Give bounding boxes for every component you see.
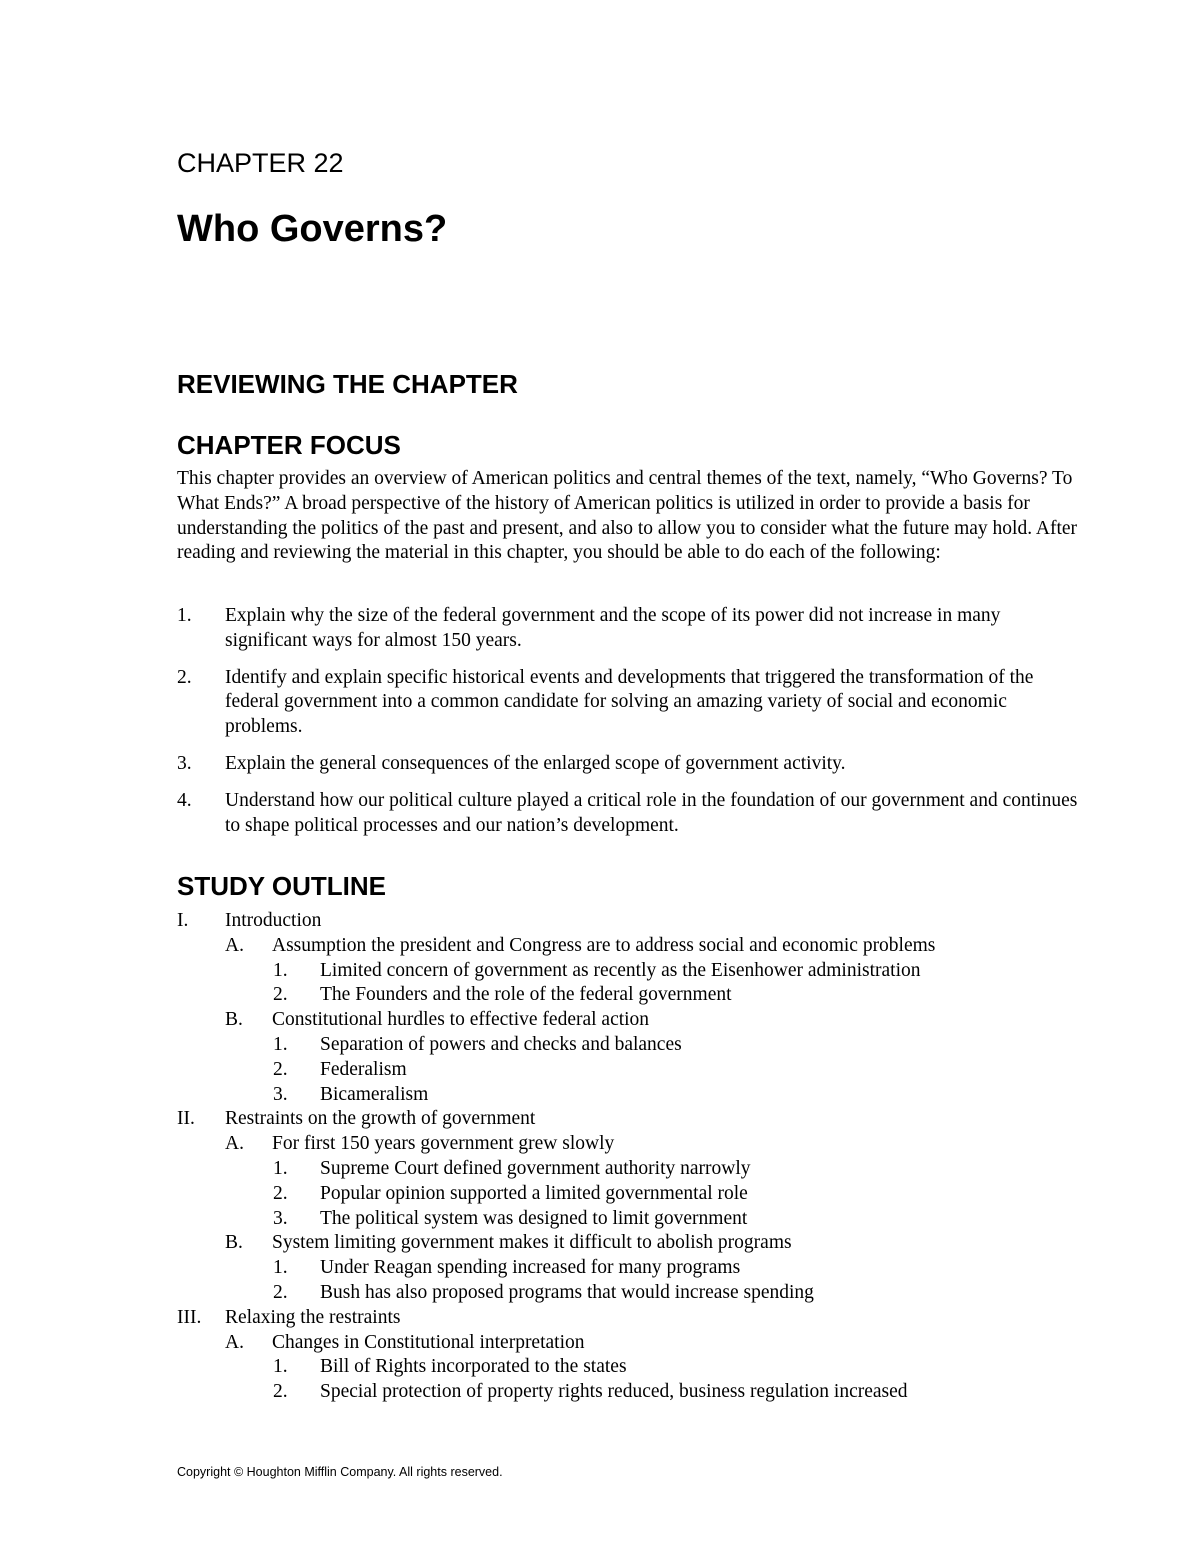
study-outline [177,909,1077,1405]
outline-item [177,1207,1077,1232]
objective-number: 3. [177,752,192,774]
outline-text: Restraints on the growth of government [225,1108,536,1130]
outline-item [177,909,1077,934]
outline-text: Introduction [225,910,322,931]
learning-objectives-list [177,604,1082,850]
objective-text: Explain why the size of the federal government and the scope of its power did not increase in many significant ways for almost 150 years. [225,605,1001,651]
outline-marker: 2. [273,1182,288,1204]
outline-item [177,934,1077,959]
outline-item [177,959,1077,984]
chapter-label: CHAPTER 22 [177,148,344,178]
outline-item [177,1107,1077,1132]
outline-marker: 3. [273,1083,288,1105]
objective-number: 1. [177,605,192,626]
objective-text: Identify and explain specific historical events and developments that triggered the transformation of the federal government into a common candidate for solving an amazing variety of social and economic problems. [225,666,1034,738]
section-heading-chapter-focus: CHAPTER FOCUS [177,430,401,460]
outline-text: System limiting government makes it difficult to abolish programs [272,1232,792,1254]
objective-number: 2. [177,666,192,688]
copyright-footer: Copyright © Houghton Mifflin Company. All rights reserved. [177,1465,503,1479]
objective-item [177,789,1082,839]
outline-text: Bicameralism [320,1083,429,1105]
outline-item [177,1083,1077,1108]
outline-text: For first 150 years government grew slowly [272,1133,615,1155]
outline-marker: 2. [273,1058,288,1080]
outline-marker: II. [177,1108,195,1130]
outline-marker: 3. [273,1207,288,1229]
objective-text: Understand how our political culture played a critical role in the foundation of our government and continues to shape political processes and our nation’s development. [225,789,1078,836]
outline-marker: 1. [273,959,288,981]
objective-item [177,666,1082,740]
outline-marker: A. [225,934,244,956]
outline-text: Separation of powers and checks and balances [320,1033,682,1055]
outline-marker: 1. [273,1157,288,1179]
outline-text: Popular opinion supported a limited governmental role [320,1182,748,1204]
outline-marker: A. [225,1331,244,1353]
objective-number: 4. [177,789,192,811]
outline-marker: A. [225,1133,244,1155]
chapter-focus-paragraph: This chapter provides an overview of American politics and central themes of the text, namely, “Who Governs? To What Ends?” A broad perspective of the history of American politics is utilized in order to provide a basis for understanding the politics of the past and present, and also to allow you to consider what the future may hold. After reading and reviewing the material in this chapter, you should be able to do each of the following: [177,468,1078,564]
outline-item [177,1306,1077,1331]
objective-item [177,752,1082,777]
objective-text: Explain the general consequences of the enlarged scope of government activity. [225,752,846,774]
section-heading-study-outline: STUDY OUTLINE [177,871,386,901]
outline-item [177,1182,1077,1207]
chapter-title: Who Governs? [177,208,448,250]
outline-text: The political system was designed to limit government [320,1207,748,1229]
outline-text: Assumption the president and Congress are to address social and economic problems [272,934,936,956]
outline-marker: 2. [273,984,288,1006]
outline-text: Bill of Rights incorporated to the states [320,1356,627,1378]
outline-item [177,1132,1077,1157]
outline-marker: I. [177,910,189,931]
outline-marker: 1. [273,1033,288,1055]
outline-marker: B. [225,1009,243,1031]
outline-item [177,1058,1077,1083]
outline-text: Limited concern of government as recently as the Eisenhower administration [320,959,921,981]
outline-item [177,1281,1077,1306]
outline-text: Supreme Court defined government authority narrowly [320,1157,751,1179]
objective-item [177,604,1082,654]
outline-text: Special protection of property rights reduced, business regulation increased [320,1381,908,1403]
outline-item [177,1033,1077,1058]
outline-text: Changes in Constitutional interpretation [272,1331,585,1353]
outline-text: Federalism [320,1058,407,1080]
outline-marker: 1. [273,1356,288,1378]
outline-item [177,1331,1077,1356]
outline-marker: III. [177,1306,202,1328]
section-heading-reviewing: REVIEWING THE CHAPTER [177,369,518,399]
outline-item [177,1380,1077,1405]
outline-item [177,1008,1077,1033]
outline-text: Constitutional hurdles to effective federal action [272,1009,650,1031]
outline-marker: B. [225,1232,243,1254]
outline-item [177,1256,1077,1281]
outline-marker: 1. [273,1257,288,1279]
outline-item [177,983,1077,1008]
outline-text: Under Reagan spending increased for many programs [320,1257,741,1279]
outline-text: Relaxing the restraints [225,1306,401,1328]
outline-marker: 2. [273,1281,288,1303]
outline-item [177,1231,1077,1256]
outline-text: The Founders and the role of the federal government [320,984,732,1006]
outline-text: Bush has also proposed programs that would increase spending [320,1281,814,1303]
outline-item [177,1157,1077,1182]
outline-item [177,1355,1077,1380]
outline-marker: 2. [273,1381,288,1403]
